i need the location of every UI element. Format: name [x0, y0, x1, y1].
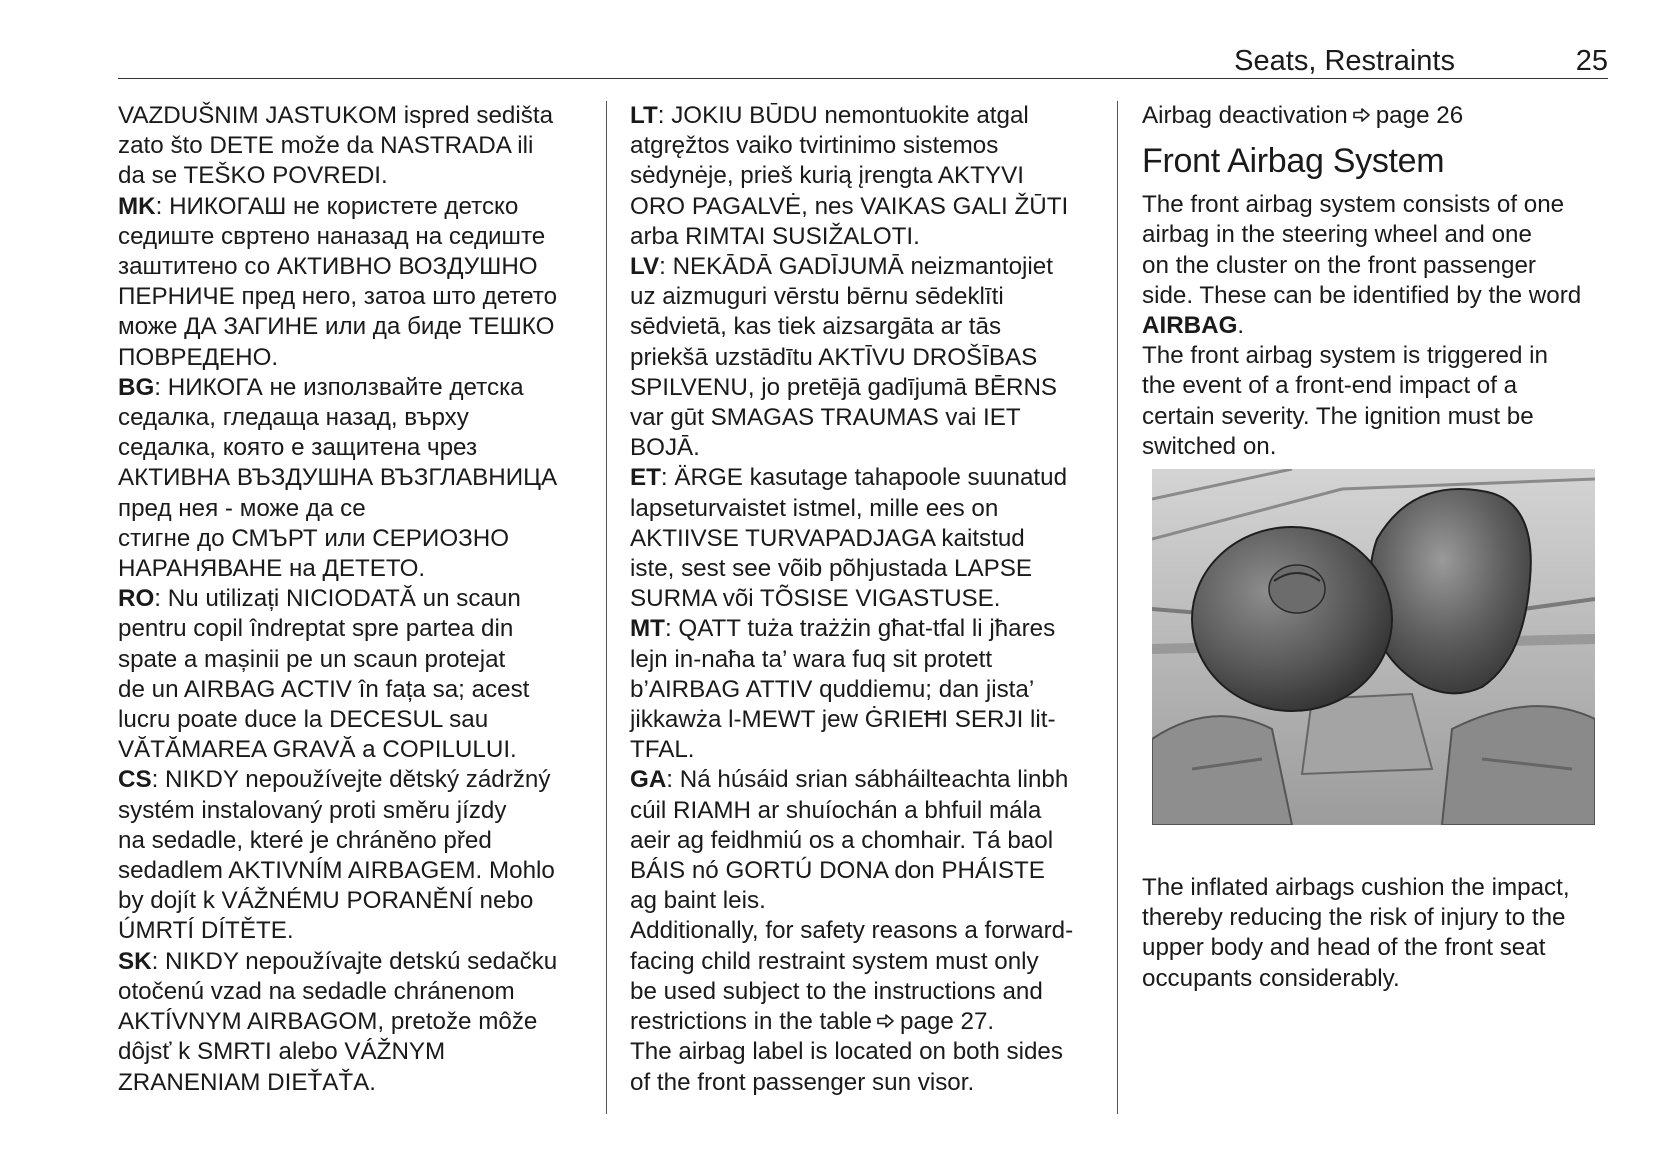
airbag-illustration	[1152, 469, 1595, 825]
body-text: Additionally, for safety reasons a forward- facing child restraint system must only be used subject to the instructions and restrictions in the table	[630, 917, 1074, 1036]
cross-reference	[1142, 101, 1614, 131]
warning-text: : Nu utilizați NICIODATĂ un scaun pentru copil îndreptat spre partea din spate a mașinii pe un scaun protejat de un AIRBAG ACTIV în fața sa; acest lucru poate duce la DECESUL sau VĂTĂMAREA GRAVĂ a COPILULUI.	[118, 585, 530, 764]
language-code: LV	[630, 253, 660, 281]
intro-paragraph	[1142, 190, 1614, 341]
warning-text: : НИКОГА не използвайте детска седалка, гледаща назад, върху седалка, която е защитена чрез АКТИВНА ВЪЗДУШНА ВЪЗГЛАВНИЦА пред нея - може да се стигне до СМЪРТ или СЕРИОЗНО НАРАНЯВАНЕ на ДЕТЕТО.	[118, 373, 558, 583]
warning-text: : Ná húsáid srian sábháilteachta linbh cúil RIAMH ar shuíochán a bhfuil mála aeir ag feidhmiú os a chomhair. Tá baol BÁIS nó GORTÚ DONA don PHÁISTE ag baint leis.	[630, 766, 1069, 915]
arrow-right-outline-icon	[1352, 101, 1372, 131]
column-3	[1142, 101, 1614, 994]
warning-paragraph	[118, 765, 588, 946]
column-divider-1	[606, 101, 607, 1114]
page-reference-link[interactable]: page 26	[1375, 102, 1464, 129]
airbag-illustration-drawing	[1152, 469, 1595, 825]
section-title: Seats, Restraints	[1234, 45, 1455, 77]
warning-text: : NIKDY nepoužívajte detskú sedačku otočenú vzad na sedadle chránenom AKTÍVNYM AIRBAGOM, pretože môže dôjsť k SMRTI alebo VÁŽNYM ZRANENIAM DIEŤAŤA.	[118, 947, 558, 1096]
language-code: CS	[118, 766, 152, 794]
language-code: RO	[118, 585, 155, 613]
warning-paragraph	[630, 463, 1100, 614]
language-code: MT	[630, 615, 665, 643]
column-1	[118, 101, 588, 1098]
warning-text: VAZDUŠNIM JASTUKOM ispred sedišta zato što DETE može da NASTRADA ili da se TEŠKO POVREDI.	[118, 102, 554, 190]
cushion-paragraph: The inflated airbags cushion the impact, thereby reducing the risk of injury to the upper body and head of the front seat occupants considerably.	[1142, 874, 1570, 992]
language-code: MK	[118, 192, 156, 220]
warning-text: : ÄRGE kasutage tahapoole suunatud lapseturvaistet istmel, mille ees on AKTIIVSE TURVAPADJAGA kaitstud iste, sest see võib põhjustada LAPSE SURMA või TÕSISE VIGASTUSE.	[630, 464, 1068, 613]
forward-facing-paragraph	[630, 916, 1100, 1037]
warning-text: : НИКОГАШ не користете детско седиште свртено наназад на седиште заштитено со АКТИВНО ВОЗДУШНО ПЕРНИЧЕ пред него, затоа што детето може ДА ЗАГИНЕ или да биде ТЕШКО ПОВРЕДЕНО.	[118, 192, 558, 371]
trigger-paragraph: The front airbag system is triggered in the event of a front-end impact of a certain severity. The ignition must be switched on.	[1142, 342, 1548, 460]
language-code: BG	[118, 373, 155, 401]
warning-paragraph	[118, 584, 588, 765]
warning-paragraph	[630, 614, 1100, 765]
warning-text: : NIKDY nepoužívejte dětský zádržný systém instalovaný proti směru jízdy na sedadle, které je chráněno před sedadlem AKTIVNÍM AIRBAGEM. Mohlo by dojít k VÁŽNÉMU PORANĚNÍ nebo ÚMRTÍ DÍTĚTE.	[118, 766, 555, 945]
warning-text: : NEKĀDĀ GADĪJUMĀ neizmantojiet uz aizmuguri vērstu bērnu sēdeklīti sēdvietā, kas tiek aizsargāta ar tās priekšā uzstādītu AKTĪVU DROŠĪBAS SPILVENU, jo pretējā gadījumā BĒRNS var gūt SMAGAS TRAUMAS vai IET BOJĀ.	[630, 253, 1058, 462]
airbag-word: AIRBAG	[1142, 312, 1238, 340]
warning-text: : JOKIU BŪDU nemontuokite atgal atgręžtos vaiko tvirtinimo sistemos sėdynėje, prieš kurią įrengta AKTYVI ORO PAGALVĖ, nes VAIKAS GALI ŽŪTI arba RIMTAI SUSIŽALOTI.	[630, 102, 1069, 250]
xref-text: Airbag deactivation	[1142, 102, 1348, 129]
page-number: 25	[1575, 45, 1608, 77]
column-divider-2	[1117, 101, 1118, 1114]
page-header	[118, 44, 1608, 79]
punctuation: .	[1237, 312, 1245, 340]
column-2	[630, 101, 1100, 1098]
page-reference-link[interactable]: page 27.	[900, 1008, 995, 1036]
language-code: SK	[118, 947, 152, 975]
arrow-right-outline-icon	[876, 1007, 896, 1037]
warning-paragraph	[630, 252, 1100, 463]
section-heading: Front Airbag System	[1142, 142, 1445, 181]
body-text: The front airbag system consists of one airbag in the steering wheel and one on the cluster on the front passenger side. These can be identified by the word	[1142, 191, 1582, 309]
language-code: GA	[630, 766, 667, 794]
language-code: LT	[630, 102, 658, 129]
warning-text: : QATT tuża trażżin għat-tfal li jħares lejn in-naħa ta’ wara fuq sit protett b’AIRBAG ATTIV quddiemu; dan jista’ jikkawża l-MEWT jew ĠRIEĦI SERJI lit- TFAL.	[630, 615, 1056, 764]
warning-paragraph	[118, 373, 588, 584]
warning-paragraph	[630, 101, 1100, 252]
warning-paragraph	[118, 192, 588, 373]
warning-paragraph	[118, 947, 588, 1098]
language-code: ET	[630, 464, 661, 492]
warning-paragraph	[630, 765, 1100, 916]
warning-paragraph	[118, 101, 588, 192]
airbag-label-paragraph: The airbag label is located on both sides of the front passenger sun visor.	[630, 1038, 1063, 1096]
